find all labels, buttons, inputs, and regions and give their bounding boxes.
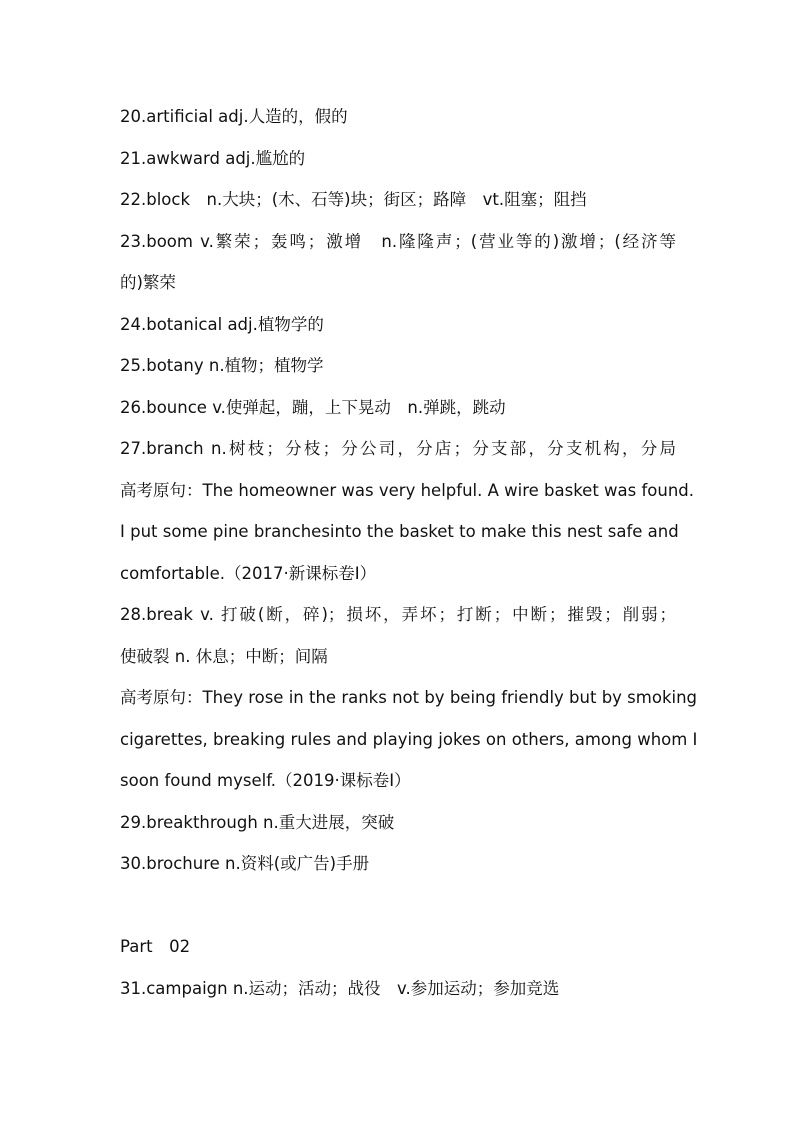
- example-sentence-28-line-1: 高考原句：They rose in the ranks not by being friendly but by smoking: [120, 688, 698, 707]
- section-heading-part-02: Part 02: [120, 937, 191, 956]
- entry-23-line-2: 的)繁荣: [120, 273, 176, 292]
- entry-20: 20.artificial adj.人造的，假的: [120, 107, 348, 126]
- entry-21: 21.awkward adj.尴尬的: [120, 148, 306, 168]
- example-sentence-28-line-2: cigarettes, breaking rules and playing jokes on others, among whom I: [120, 729, 698, 749]
- entry-23-line-1: 23.boom v.繁荣；轰鸣；激增 n.隆隆声；(营业等的)激增；(经济等: [120, 231, 676, 251]
- entry-26: 26.bounce v.使弹起，蹦，上下晃动 n.弹跳，跳动: [120, 397, 506, 417]
- entry-28-line-2: 使破裂 n. 休息；中断；间隔: [120, 646, 328, 666]
- entry-24: 24.botanical adj.植物学的: [120, 314, 324, 334]
- example-sentence-27-line-1: 高考原句：The homeowner was very helpful. A wire basket was found.: [120, 480, 695, 500]
- entry-25: 25.botany n.植物；植物学: [120, 356, 324, 375]
- entry-31: 31.campaign n.运动；活动；战役 v.参加运动；参加竞选: [120, 978, 560, 998]
- example-sentence-27-line-2: I put some pine branchesinto the basket to make this nest safe and: [120, 522, 679, 541]
- entry-27: 27.branch n.树枝；分枝；分公司，分店；分支部，分支机构，分局: [120, 439, 676, 458]
- entry-22: 22.block n.大块；(木、石等)块；街区；路障 vt.阻塞；阻挡: [120, 190, 587, 209]
- document-page: [120, 96, 698, 1096]
- entry-30: 30.brochure n.资料(或广告)手册: [120, 854, 370, 873]
- entry-28-line-1: 28.break v. 打破(断，碎)；损坏，弄坏；打断；中断；摧毁；削弱；: [120, 605, 676, 624]
- entry-29: 29.breakthrough n.重大进展，突破: [120, 812, 395, 832]
- blank-line: [120, 885, 676, 927]
- example-sentence-27-line-3: comfortable.（2017·新课标卷Ⅰ）: [120, 563, 377, 583]
- example-sentence-28-line-3: soon found myself.（2019·课标卷Ⅰ）: [120, 771, 411, 790]
